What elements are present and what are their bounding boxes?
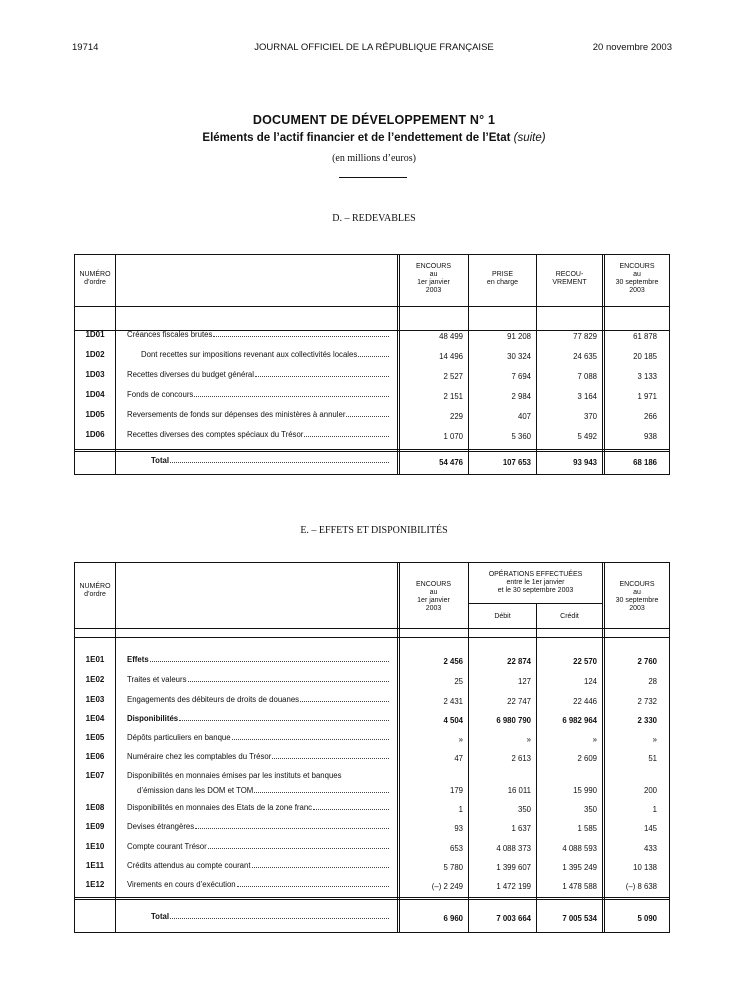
- row-label: Disponibilités en monnaies émises par les instituts et banques: [127, 771, 342, 780]
- section-d-heading: D. – REDEVABLES: [332, 213, 416, 224]
- total-encours-fin: 68 186: [633, 458, 657, 467]
- row-code: 1D03: [85, 370, 105, 379]
- dot-leader: [188, 675, 389, 682]
- cell-mouvement-1: 6 980 790: [496, 716, 531, 725]
- cell-mouvement-1: 91 208: [507, 332, 531, 341]
- dot-leader: [358, 350, 389, 357]
- cell-mouvement-1: 127: [517, 677, 531, 686]
- col-header-numero: NUMÉRO d’ordre: [79, 583, 111, 598]
- row-label-text: Disponibilités en monnaies des Etats de la zone franc: [127, 803, 313, 812]
- col-header-encours-fin: ENCOURS au 30 septembre 2003: [615, 263, 659, 294]
- cell-mouvement-2: 124: [583, 677, 597, 686]
- cell-encours-debut: 48 499: [439, 332, 463, 341]
- cell-encours-fin: 2 330: [637, 716, 657, 725]
- col-divider: [602, 563, 605, 932]
- cell-encours-fin: (–) 8 638: [625, 882, 657, 891]
- cell-mouvement-1: 2 984: [511, 392, 531, 401]
- row-label: [127, 752, 391, 761]
- cell-encours-debut: 2 151: [443, 392, 463, 401]
- row-label-text: Dont recettes sur impositions revenant aux collectivités locales: [141, 350, 358, 359]
- cell-encours-fin: 28: [648, 677, 657, 686]
- row-code: 1E01: [85, 655, 105, 664]
- cell-encours-debut: 1 070: [443, 432, 463, 441]
- publication-date: 20 novembre 2003: [592, 42, 672, 53]
- row-code: 1D06: [85, 430, 105, 439]
- cell-encours-fin: 266: [643, 412, 657, 421]
- dot-leader: [313, 803, 389, 810]
- row-code: 1E12: [85, 880, 105, 889]
- document-title: DOCUMENT DE DÉVELOPPEMENT N° 1: [252, 113, 496, 127]
- total-label: [151, 912, 391, 921]
- row-label-text: Numéraire chez les comptables du Trésor: [127, 752, 272, 761]
- section-e-heading: E. – EFFETS ET DISPONIBILITÉS: [300, 525, 448, 536]
- units-note: (en millions d’euros): [332, 153, 416, 164]
- cell-mouvement-1: 1 637: [511, 824, 531, 833]
- col-divider: [115, 255, 116, 474]
- row-label: [127, 714, 391, 723]
- col-header-recouvrement: RECOU- VREMENT: [552, 271, 587, 286]
- row-code: 1E04: [85, 714, 105, 723]
- total-encours-debut: 6 960: [443, 914, 463, 923]
- row-label: [127, 695, 391, 704]
- dot-leader: [237, 880, 389, 887]
- cell-mouvement-1: 22 747: [507, 697, 531, 706]
- row-code: 1E11: [85, 861, 105, 870]
- dot-leader: [254, 786, 389, 793]
- dot-leader: [179, 714, 389, 721]
- cell-mouvement-2: 22 570: [573, 657, 597, 666]
- journal-title: JOURNAL OFFICIEL DE LA RÉPUBLIQUE FRANÇAISE: [254, 42, 494, 53]
- row-code: 1E02: [85, 675, 105, 684]
- cell-encours-debut: 5 780: [443, 863, 463, 872]
- cell-encours-fin: 145: [643, 824, 657, 833]
- col-divider: [115, 563, 116, 932]
- row-code: 1D05: [85, 410, 105, 419]
- cell-mouvement-2: 350: [583, 805, 597, 814]
- row-label-text: Devises étrangères: [127, 822, 195, 831]
- row-code: 1D04: [85, 390, 105, 399]
- cell-encours-debut: 1: [458, 805, 463, 814]
- row-label: [127, 822, 391, 831]
- row-label-text: Virements en cours d’exécution: [127, 880, 236, 889]
- row-code: 1D02: [85, 350, 105, 359]
- row-code: 1E03: [85, 695, 105, 704]
- cell-encours-fin: 2 760: [637, 657, 657, 666]
- col-header-numero: NUMÉRO d’ordre: [79, 271, 111, 286]
- total-divider: [75, 449, 669, 452]
- title-divider: [339, 177, 407, 178]
- row-code: 1E10: [85, 842, 105, 851]
- cell-mouvement-1: 1 399 607: [496, 863, 531, 872]
- dot-leader: [300, 695, 389, 702]
- page-number: 19714: [72, 42, 99, 53]
- cell-mouvement-2: 5 492: [577, 432, 597, 441]
- cell-mouvement-1: 16 011: [507, 786, 531, 795]
- row-label: [127, 330, 391, 339]
- row-label: [141, 350, 391, 359]
- cell-encours-fin: 2 732: [637, 697, 657, 706]
- total-label: [151, 456, 391, 465]
- cell-encours-debut: 179: [449, 786, 463, 795]
- row-label-text: Engagements des débiteurs de droits de douanes: [127, 695, 300, 704]
- row-label: [127, 880, 391, 889]
- row-label-text: Fonds de concours: [127, 390, 194, 399]
- row-label: [127, 410, 391, 419]
- row-label: [127, 390, 391, 399]
- cell-encours-fin: »: [652, 735, 657, 744]
- cell-encours-debut: 653: [449, 844, 463, 853]
- cell-encours-debut: »: [458, 735, 463, 744]
- row-label-text: Disponibilités: [127, 714, 179, 723]
- row-label-text: Reversements de fonds sur dépenses des ministères à annuler: [127, 410, 346, 419]
- row-code: 1E09: [85, 822, 105, 831]
- total-text: Total: [151, 456, 170, 465]
- cell-encours-debut: 2 431: [443, 697, 463, 706]
- cell-encours-debut: 4 504: [443, 716, 463, 725]
- cell-mouvement-2: 6 982 964: [562, 716, 597, 725]
- table-effets-disponibilites: [74, 562, 670, 933]
- row-label: [127, 733, 391, 742]
- row-label-line2: d’émission dans les DOM et TOM: [137, 786, 254, 795]
- cell-encours-fin: 200: [643, 786, 657, 795]
- cell-mouvement-2: 1 395 249: [562, 863, 597, 872]
- row-label-text: Dépôts particuliers en banque: [127, 733, 231, 742]
- dot-leader: [213, 330, 389, 337]
- cell-encours-fin: 433: [643, 844, 657, 853]
- cell-encours-debut: 2 527: [443, 372, 463, 381]
- col-header-prise: PRISE en charge: [486, 271, 519, 286]
- cell-mouvement-1: 407: [517, 412, 531, 421]
- total-divider: [75, 897, 669, 900]
- row-code: 1E07: [85, 771, 105, 780]
- cell-mouvement-2: 2 609: [577, 754, 597, 763]
- header-divider: [75, 637, 669, 638]
- cell-mouvement-1: 30 324: [507, 352, 531, 361]
- total-encours-debut: 54 476: [439, 458, 463, 467]
- cell-encours-fin: 10 138: [633, 863, 657, 872]
- cell-encours-debut: (–) 2 249: [431, 882, 463, 891]
- cell-encours-fin: 938: [643, 432, 657, 441]
- cell-encours-fin: 51: [648, 754, 657, 763]
- dot-leader: [346, 410, 389, 417]
- row-code: 1E06: [85, 752, 105, 761]
- header-divider: [75, 306, 669, 307]
- total-debit: 7 003 664: [496, 914, 531, 923]
- col-header-encours-debut: ENCOURS au 1er janvier 2003: [415, 581, 451, 612]
- total-encours-fin: 5 090: [637, 914, 657, 923]
- total-credit: 7 005 534: [562, 914, 597, 923]
- cell-mouvement-1: »: [526, 735, 531, 744]
- cell-mouvement-2: 77 829: [573, 332, 597, 341]
- row-code: 1D01: [85, 330, 105, 339]
- cell-mouvement-2: 1 478 588: [562, 882, 597, 891]
- document-subtitle: [0, 132, 748, 144]
- cell-mouvement-2: 4 088 593: [562, 844, 597, 853]
- dot-leader: [252, 861, 389, 868]
- row-label: [127, 655, 391, 664]
- total-text: Total: [151, 912, 170, 921]
- subtitle-text: Eléments de l’actif financier et de l’endettement de l’Etat: [202, 132, 511, 144]
- col-header-debit: Débit: [494, 613, 511, 620]
- header-divider: [75, 628, 669, 629]
- cell-encours-debut: 2 456: [443, 657, 463, 666]
- cell-encours-fin: 1 971: [637, 392, 657, 401]
- cell-mouvement-2: 3 164: [577, 392, 597, 401]
- row-label: [127, 861, 391, 870]
- dot-leader: [232, 733, 389, 740]
- table-redevables: [74, 254, 670, 475]
- cell-mouvement-2: 370: [583, 412, 597, 421]
- dot-leader: [208, 842, 389, 849]
- row-label-text: Crédits attendus au compte courant: [127, 861, 251, 870]
- cell-mouvement-2: 24 635: [573, 352, 597, 361]
- cell-encours-fin: 61 878: [633, 332, 657, 341]
- cell-mouvement-2: 15 990: [573, 786, 597, 795]
- row-label-text: Recettes diverses des comptes spéciaux du Trésor: [127, 430, 304, 439]
- col-divider: [397, 563, 400, 932]
- row-label: [127, 430, 391, 439]
- cell-mouvement-1: 4 088 373: [496, 844, 531, 853]
- dot-leader: [150, 655, 389, 662]
- row-label: [127, 370, 391, 379]
- row-label: [127, 675, 391, 684]
- row-label-text: Créances fiscales brutes: [127, 330, 213, 339]
- cell-mouvement-2: 22 446: [573, 697, 597, 706]
- cell-mouvement-1: 1 472 199: [496, 882, 531, 891]
- operations-divider: [469, 603, 602, 604]
- col-divider: [468, 255, 469, 474]
- row-label: [127, 842, 391, 851]
- total-recouvrement: 93 943: [573, 458, 597, 467]
- cell-mouvement-2: »: [592, 735, 597, 744]
- col-header-operations: OPÉRATIONS EFFECTUÉES entre le 1er janvier et le 30 septembre 2003: [488, 571, 583, 594]
- cell-mouvement-2: 7 088: [577, 372, 597, 381]
- row-label-text: Compte courant Trésor: [127, 842, 207, 851]
- cell-mouvement-1: 350: [517, 805, 531, 814]
- dot-leader: [255, 370, 389, 377]
- cell-mouvement-1: 2 613: [511, 754, 531, 763]
- subtitle-suffix: (suite): [513, 132, 546, 144]
- cell-encours-debut: 14 496: [439, 352, 463, 361]
- cell-mouvement-1: 5 360: [511, 432, 531, 441]
- cell-encours-fin: 20 185: [633, 352, 657, 361]
- cell-encours-debut: 25: [454, 677, 463, 686]
- col-header-credit: Crédit: [560, 613, 579, 620]
- dot-leader: [194, 390, 389, 397]
- cell-encours-fin: 1: [652, 805, 657, 814]
- total-prise: 107 653: [502, 458, 531, 467]
- row-code: 1E05: [85, 733, 105, 742]
- row-label-text: Recettes diverses du budget général: [127, 370, 254, 379]
- dot-leader: [195, 822, 389, 829]
- col-header-encours-debut: ENCOURS au 1er janvier 2003: [415, 263, 451, 294]
- cell-encours-fin: 3 133: [637, 372, 657, 381]
- dot-leader: [170, 456, 389, 463]
- cell-encours-debut: 229: [449, 412, 463, 421]
- dot-leader: [170, 912, 389, 919]
- col-header-encours-fin: ENCOURS au 30 septembre 2003: [615, 581, 659, 612]
- row-label: [127, 803, 391, 812]
- cell-mouvement-1: 7 694: [511, 372, 531, 381]
- row-label-continued: [137, 786, 391, 795]
- cell-encours-debut: 93: [454, 824, 463, 833]
- row-label-text: Effets: [127, 655, 149, 664]
- dot-leader: [304, 430, 389, 437]
- cell-encours-debut: 47: [454, 754, 463, 763]
- row-code: 1E08: [85, 803, 105, 812]
- cell-mouvement-2: 1 585: [577, 824, 597, 833]
- cell-mouvement-1: 22 874: [507, 657, 531, 666]
- dot-leader: [272, 752, 389, 759]
- row-label-text: Traites et valeurs: [127, 675, 187, 684]
- col-divider: [536, 255, 537, 474]
